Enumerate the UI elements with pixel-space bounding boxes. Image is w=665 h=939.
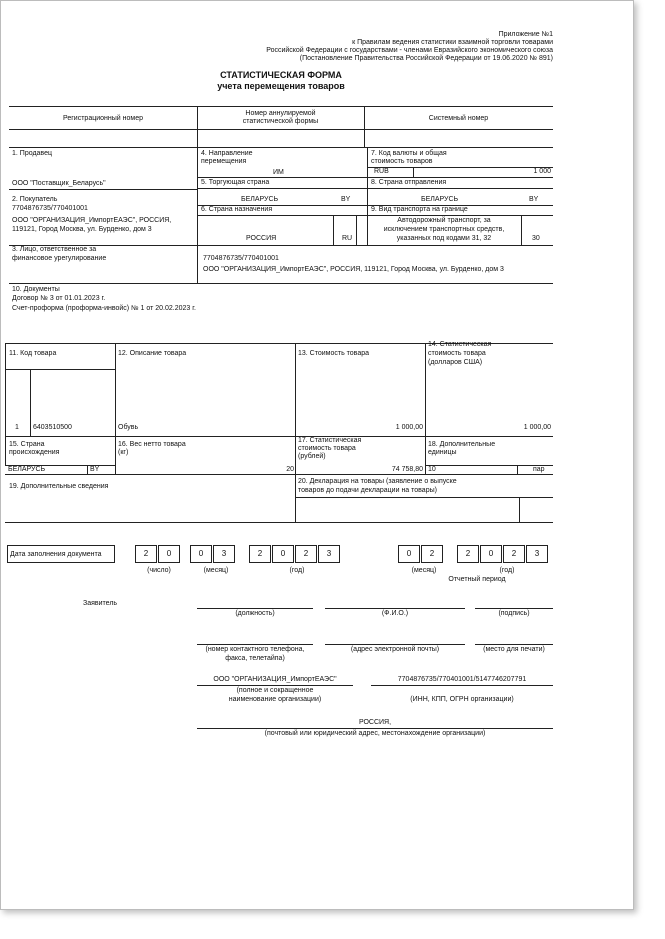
org-name-caption-2: наименование организации) [228, 696, 322, 703]
transport-line-2: исключением транспортных средств, [383, 226, 505, 233]
applicant-label: Заявитель [83, 600, 118, 607]
financial-person-label-2: финансовое урегулирование [12, 255, 107, 262]
extra-units-name: пар [533, 466, 545, 473]
currency-code: RUB [374, 168, 389, 175]
goods-code-value: 6403510500 [33, 424, 72, 431]
fill-date-label-box [7, 545, 115, 563]
destination-country-value: РОССИЯ [246, 235, 277, 242]
dispatch-country-value: БЕЛАРУСЬ [421, 196, 459, 203]
financial-person-name: ООО "ОРГАНИЗАЦИЯ_ИмпортЕАЭС", РОССИЯ, 119121, Город Москва, ул. Бурденко, дом 3 [203, 266, 504, 273]
period-label: Отчетный период [448, 576, 506, 583]
additional-info-label: 19. Дополнительные сведения [9, 483, 109, 490]
phone-caption-1: (номер контактного телефона, [205, 646, 305, 653]
extra-units-label-2: единицы [428, 449, 457, 456]
origin-country-value: БЕЛАРУСЬ [8, 466, 46, 473]
email-caption: (адрес электронной почты) [350, 646, 440, 653]
dispatch-country-label: 8. Страна отправления [371, 179, 447, 186]
org-name-value: ООО "ОРГАНИЗАЦИЯ_ИмпортЕАЭС" [213, 676, 337, 683]
goods-stat-cost-label-2: стоимость товара [428, 350, 486, 357]
transport-line-1: Автодорожный транспорт, за [397, 217, 491, 224]
goods-stat-cost-label-3: (долларов США) [428, 359, 483, 366]
document-2: Счет-проформа (проформа-инвойс) № 1 от 20.02.2023 г. [12, 305, 196, 312]
financial-person-inn: 7704876735/770401001 [203, 255, 279, 262]
seller-label: 1. Продавец [12, 150, 52, 157]
year-digit-1: 2 [249, 545, 271, 563]
financial-person-label-1: 3. Лицо, ответственное за [12, 246, 97, 253]
trading-country-value: БЕЛАРУСЬ [241, 196, 279, 203]
year-caption: (год) [289, 567, 305, 574]
day-digit-2: 0 [158, 545, 180, 563]
org-name-caption-1: (полное и сокращенное [236, 687, 314, 694]
buyer-label: 2. Покупатель [12, 196, 58, 203]
direction-label-1: 4. Направление [201, 150, 253, 157]
declaration-label-2: товаров до подачи декларации на товары) [298, 487, 437, 494]
extra-units-value: 10 [428, 466, 436, 473]
year-digit-2: 0 [272, 545, 294, 563]
origin-label-2: происхождения [9, 449, 60, 456]
stat-cost-rub-label-1: 17. Статистическая [298, 437, 362, 444]
stat-cost-rub-value: 74 758,80 [391, 466, 423, 473]
declaration-label-1: 20. Декларация на товары (заявление о выпуске [298, 478, 457, 485]
period-year-digit-3: 2 [503, 545, 525, 563]
currency-total: 1 000 [533, 168, 551, 175]
transport-code: 30 [532, 235, 540, 242]
goods-description-label: 12. Описание товара [118, 350, 187, 357]
weight-value: 20 [286, 466, 294, 473]
fill-date-label: Дата заполнения документа [10, 551, 102, 558]
cancel-number-header-1: Номер аннулируемой [245, 110, 316, 117]
goods-description-value: Обувь [118, 424, 139, 431]
goods-code-label: 11. Код товара [9, 350, 57, 357]
position-caption: (должность) [235, 610, 275, 617]
period-year-digit-4: 3 [526, 545, 548, 563]
buyer-name-2: 119121, Город Москва, ул. Бурденко, дом 3 [12, 226, 152, 233]
period-year-caption: (год) [499, 567, 515, 574]
month-digit-1: 0 [190, 545, 212, 563]
org-codes-value: 7704876735/770401001/5147746207791 [397, 676, 527, 683]
system-number-header: Системный номер [428, 115, 489, 122]
day-digit-1: 2 [135, 545, 157, 563]
origin-country-code: BY [90, 466, 100, 473]
reg-number-header: Регистрационный номер [63, 115, 143, 122]
address-value: РОССИЯ, [358, 719, 392, 726]
stat-cost-rub-label-3: (рублей) [298, 453, 326, 460]
transport-line-3: указанных под кодами 31, 32 [396, 235, 492, 242]
origin-label-1: 15. Страна [9, 441, 45, 448]
goods-stat-cost-label-1: 14. Статистическая [428, 341, 492, 348]
goods-cost-label: 13. Стоимость товара [298, 350, 370, 357]
currency-label-2: стоимость товаров [371, 158, 433, 165]
month-digit-2: 3 [213, 545, 235, 563]
form-subtitle: учета перемещения товаров [217, 81, 345, 91]
period-year-digit-2: 0 [480, 545, 502, 563]
form-title: СТАТИСТИЧЕСКАЯ ФОРМА [220, 70, 342, 80]
appendix-line-3: Российской Федерации с государствами - членами Евразийского экономического союза [266, 47, 553, 54]
seller-value: ООО "Поставщик_Беларусь" [12, 180, 106, 187]
goods-cost-value: 1 000,00 [395, 424, 423, 431]
destination-country-code: RU [342, 235, 353, 242]
goods-stat-cost-value: 1 000,00 [523, 424, 551, 431]
day-caption: (число) [147, 567, 171, 574]
year-digit-3: 2 [295, 545, 317, 563]
direction-value: ИМ [273, 169, 284, 176]
cancel-number-header-2: статистической формы [242, 118, 319, 125]
org-codes-caption: (ИНН, КПП, ОГРН организации) [410, 696, 514, 703]
stat-cost-rub-label-2: стоимость товара [298, 445, 356, 452]
weight-label-1: 16. Вес нетто товара [118, 441, 186, 448]
month-caption: (месяц) [203, 567, 229, 574]
destination-country-label: 6. Страна назначения [201, 206, 273, 213]
documents-label: 10. Документы [12, 286, 60, 293]
address-caption: (почтовый или юридический адрес, местонахождение организации) [264, 730, 486, 737]
dispatch-country-code: BY [529, 196, 539, 203]
direction-label-2: перемещения [201, 158, 247, 165]
stamp-caption: (место для печати) [483, 646, 545, 653]
period-month-caption: (месяц) [411, 567, 437, 574]
phone-caption-2: факса, телетайпа) [225, 655, 285, 662]
appendix-line-2: к Правилам ведения статистики взаимной торговли товарами [352, 39, 553, 46]
appendix-line-1: Приложение №1 [498, 31, 553, 38]
currency-label-1: 7. Код валюты и общая [371, 150, 447, 157]
buyer-inn: 7704876735/770401001 [12, 205, 88, 212]
trading-country-label: 5. Торгующая страна [201, 179, 270, 186]
appendix-line-4: (Постановление Правительства Российской Федерации от 19.06.2020 № 891) [299, 55, 553, 62]
period-year-digit-1: 2 [457, 545, 479, 563]
extra-units-label-1: 18. Дополнительные [428, 441, 496, 448]
goods-row-number: 1 [15, 424, 19, 431]
year-digit-4: 3 [318, 545, 340, 563]
document-1: Договор № 3 от 01.01.2023 г. [12, 295, 106, 302]
period-month-digit-2: 2 [421, 545, 443, 563]
period-month-digit-1: 0 [398, 545, 420, 563]
buyer-name-1: ООО "ОРГАНИЗАЦИЯ_ИмпортЕАЭС", РОССИЯ, [12, 217, 172, 224]
trading-country-code: BY [341, 196, 351, 203]
fio-caption: (Ф.И.О.) [381, 610, 409, 617]
weight-label-2: (кг) [118, 449, 129, 456]
signature-caption: (подпись) [498, 610, 530, 617]
transport-label: 9. Вид транспорта на границе [371, 206, 468, 213]
